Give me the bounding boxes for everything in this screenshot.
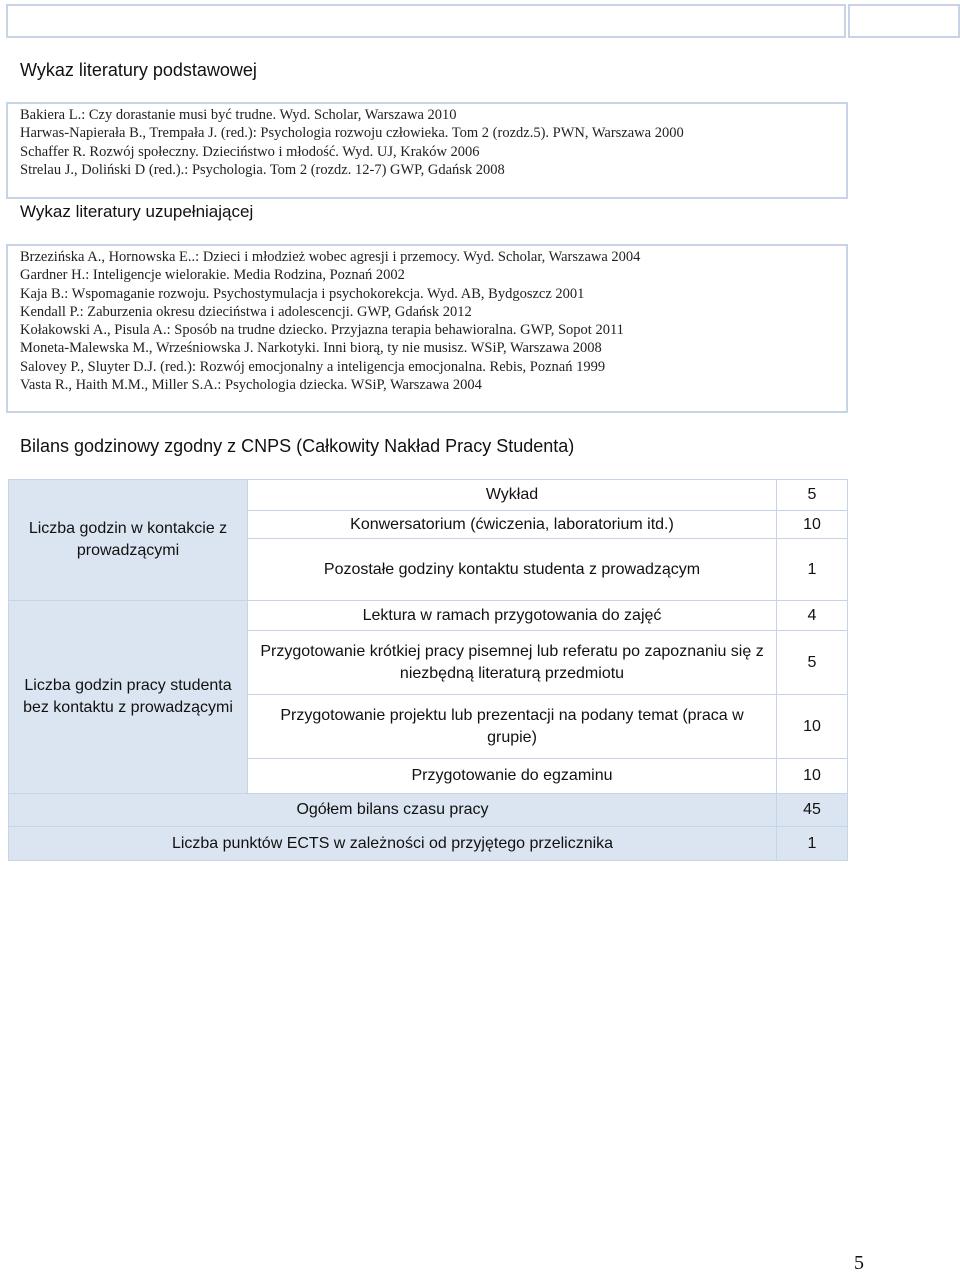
list-item: Bakiera L.: Czy dorastanie musi być trudne. Wyd. Scholar, Warszawa 2010 bbox=[20, 107, 457, 123]
list-item: Vasta R., Haith M.M., Miller S.A.: Psychologia dziecka. WSiP, Warszawa 2004 bbox=[20, 377, 482, 394]
supplementary-literature-box bbox=[6, 244, 848, 413]
row-label: Pozostałe godziny kontaktu studenta z prowadzącym bbox=[248, 539, 777, 601]
row-label: Konwersatorium (ćwiczenia, laboratorium itd.) bbox=[248, 511, 777, 539]
list-item: Kołakowski A., Pisula A.: Sposób na trudne dziecko. Przyjazna terapia behawioralna. GWP, Sopot 2011 bbox=[20, 322, 624, 339]
hours-balance-heading: Bilans godzinowy zgodny z CNPS (Całkowity Nakład Pracy Studenta) bbox=[20, 436, 575, 456]
row-label: Lektura w ramach przygotowania do zajęć bbox=[248, 601, 777, 631]
row-label: Przygotowanie do egzaminu bbox=[248, 759, 777, 794]
list-item: Harwas-Napierała B., Trempała J. (red.): Psychologia rozwoju człowieka. Tom 2 (rozdz.5). PWN, Warszawa 2000 bbox=[20, 125, 684, 142]
row-value: 5 bbox=[777, 631, 848, 695]
row-value: 1 bbox=[777, 539, 848, 601]
row-value: 4 bbox=[777, 601, 848, 631]
list-item: Strelau J., Doliński D (red.).: Psychologia. Tom 2 (rozdz. 12-7) GWP, Gdańsk 2008 bbox=[20, 161, 505, 178]
total-value: 45 bbox=[777, 794, 848, 827]
list-item: Brzezińska A., Hornowska E..: Dzieci i młodzież wobec agresji i przemocy. Wyd. Scholar, Warszawa 2004 bbox=[20, 249, 641, 265]
list-item: Salovey P., Sluyter D.J. (red.): Rozwój emocjonalny a inteligencja emocjonalna. Rebis, Poznań 1999 bbox=[20, 358, 606, 375]
basic-literature-heading: Wykaz literatury podstawowej bbox=[20, 60, 257, 80]
list-item: Gardner H.: Inteligencje wielorakie. Media Rodzina, Poznań 2002 bbox=[20, 267, 405, 284]
top-left-box bbox=[6, 4, 846, 38]
list-item: Moneta-Malewska M., Wrześniowska J. Narkotyki. Inni biorą, ty nie musisz. WSiP, Warszawa 2008 bbox=[20, 340, 602, 357]
ects-value: 1 bbox=[777, 827, 848, 861]
table-row bbox=[9, 794, 848, 827]
supplementary-literature-heading: Wykaz literatury uzupełniającej bbox=[20, 202, 254, 221]
top-right-box bbox=[848, 4, 960, 38]
list-item: Schaffer R. Rozwój społeczny. Dzieciństwo i młodość. Wyd. UJ, Kraków 2006 bbox=[20, 143, 480, 160]
ects-label: Liczba punktów ECTS w zależności od przyjętego przelicznika bbox=[9, 827, 777, 861]
row-value: 10 bbox=[777, 695, 848, 759]
row-label: Wykład bbox=[248, 480, 777, 511]
list-item: Kendall P.: Zaburzenia okresu dzieciństwa i adolescencji. GWP, Gdańsk 2012 bbox=[20, 303, 472, 320]
row-label: Przygotowanie krótkiej pracy pisemnej lub referatu po zapoznaniu się z niezbędną literaturą przedmiotu bbox=[248, 631, 777, 695]
basic-literature-box bbox=[6, 102, 848, 199]
supplementary-literature-list bbox=[20, 248, 640, 394]
contact-hours-group-label: Liczba godzin w kontakcie z prowadzącymi bbox=[9, 480, 248, 601]
total-label: Ogółem bilans czasu pracy bbox=[9, 794, 777, 827]
row-value: 5 bbox=[777, 480, 848, 511]
table-row bbox=[9, 827, 848, 861]
list-item: Kaja B.: Wspomaganie rozwoju. Psychostymulacja i psychokorekcja. Wyd. AB, Bydgoszcz 2001 bbox=[20, 285, 585, 302]
table-row bbox=[9, 480, 848, 511]
basic-literature-list bbox=[20, 106, 684, 179]
hours-balance-table bbox=[8, 479, 848, 861]
self-study-group-label: Liczba godzin pracy studenta bez kontaktu z prowadzącymi bbox=[9, 601, 248, 794]
row-label: Przygotowanie projektu lub prezentacji na podany temat (praca w grupie) bbox=[248, 695, 777, 759]
row-value: 10 bbox=[777, 511, 848, 539]
page-number: 5 bbox=[854, 1252, 864, 1274]
row-value: 10 bbox=[777, 759, 848, 794]
table-row bbox=[9, 601, 848, 631]
